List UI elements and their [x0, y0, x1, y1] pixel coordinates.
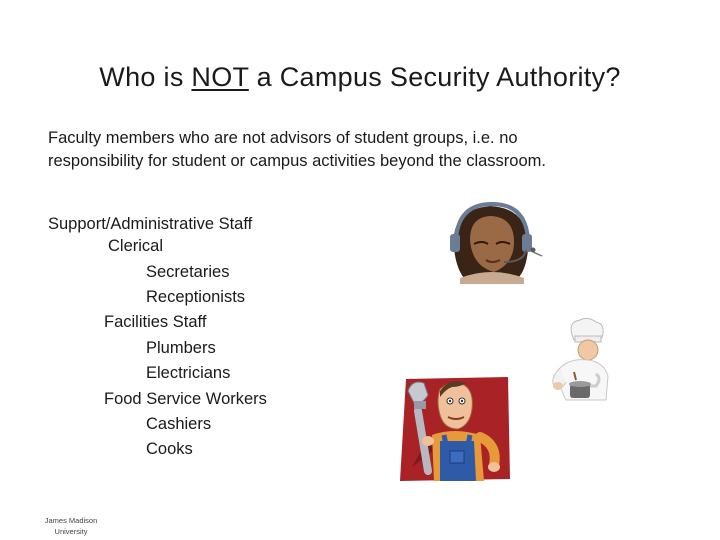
footer-line-1: James Madison [44, 516, 98, 525]
list-item: Secretaries [146, 263, 230, 281]
plumber-wrench-clipart [398, 375, 514, 483]
slide-title [0, 62, 720, 93]
title-prefix: Who is [99, 62, 192, 92]
list-item: Facilities Staff [104, 313, 207, 331]
university-footer [38, 515, 104, 537]
list-item: Plumbers [146, 339, 216, 357]
list-item: Cooks [146, 440, 193, 458]
title-emphasis: NOT [191, 62, 249, 92]
list-item: Electricians [146, 364, 231, 382]
faculty-paragraph: Faculty members who are not advisors of student groups, i.e. no responsibility for student or campus activities beyond the classroom. [48, 129, 546, 170]
list-item: Food Service Workers [104, 390, 267, 408]
footer-line-2: University [54, 527, 88, 536]
list-item: Support/Administrative Staff [48, 215, 253, 233]
list-item: Clerical [108, 237, 164, 255]
title-suffix: a Campus Security Authority? [248, 62, 621, 92]
list-item: Cashiers [146, 415, 212, 433]
receptionist-headset-clipart [444, 200, 544, 284]
chef-clipart [540, 316, 614, 408]
list-item: Receptionists [146, 288, 246, 306]
